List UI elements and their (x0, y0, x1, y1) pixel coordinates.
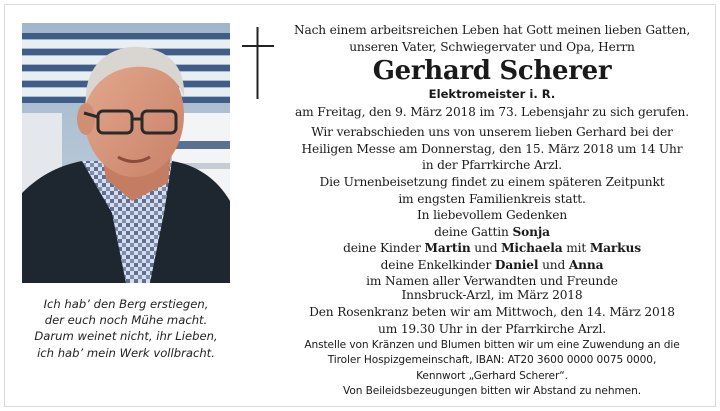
partner-name: Markus (589, 241, 641, 256)
wife-name: Sonja (512, 224, 550, 239)
poem-line: Ich hab’ den Berg erstiegen, (43, 297, 209, 311)
mourner-children: deine Kinder Martin und Michaela mit Markus (343, 241, 641, 256)
rosary-info (268, 304, 716, 337)
intro-line: Nach einem arbeitsreichen Leben hat Gott meinen lieben Gatten, (293, 23, 691, 37)
donation-line: Kennwort „Gerhard Scherer“. (416, 369, 568, 382)
mourner-grandchildren: deine Enkelkinder Daniel und Anna (380, 257, 604, 272)
child-name: Martin (424, 241, 471, 256)
mourner-relatives: im Namen aller Verwandten und Freunde (366, 274, 618, 289)
deceased-title: Elektromeister i. R. (428, 87, 556, 101)
mass-line: in der Pfarrkirche Arzl. (421, 158, 563, 173)
mass-line: Wir verabschieden uns von unserem lieben Gerhard bei der (311, 125, 673, 139)
poem-line: der euch noch Mühe macht. (44, 313, 208, 328)
child-name: Michaela (501, 241, 563, 256)
place-date: Innsbruck-Arzl, im März 2018 (401, 288, 583, 302)
death-line: am Freitag, den 9. März 2018 im 73. Lebensjahr zu sich gerufen. (295, 105, 689, 119)
death-announcement (268, 104, 716, 121)
rosary-line: um 19.30 Uhr in der Pfarrkirche Arzl. (378, 321, 606, 336)
donation-line: Tiroler Hospizgemeinschaft, IBAN: AT20 3600 0000 0075 0000, (327, 354, 657, 367)
grandchild-name: Anna (568, 257, 604, 272)
donation-line: Anstelle von Kränzen und Blumen bitten wir um eine Zuwendung an die (304, 339, 680, 351)
mass-line: Heiligen Messe am Donnerstag, den 15. März 2018 um 14 Uhr (301, 141, 683, 156)
intro-text (268, 22, 716, 55)
intro-line: unseren Vater, Schwiegervater und Opa, Herrn (349, 39, 635, 54)
rosary-line: Den Rosenkranz beten wir am Mittwoch, den 14. März 2018 (309, 305, 675, 319)
donation-info (268, 338, 716, 384)
poem-line: Darum weinet nicht, ihr Lieben, (34, 329, 218, 344)
urn-line: im engsten Familienkreis statt. (398, 191, 586, 206)
mourners-list (268, 207, 716, 290)
urn-info (268, 174, 716, 207)
portrait-photo (22, 23, 230, 283)
memorial-poem (22, 296, 230, 361)
mass-info (268, 124, 716, 174)
urn-line: Die Urnenbeisetzung findet zu einem späteren Zeitpunkt (319, 175, 665, 189)
mourner-wife: deine Gattin Sonja (434, 224, 550, 239)
grandchild-name: Daniel (494, 257, 539, 272)
deceased-name: Gerhard Scherer (372, 56, 612, 86)
condolence-note: Von Beileidsbezeugungen bitten wir Abstand zu nehmen. (343, 385, 641, 397)
poem-line: ich hab’ mein Werk vollbracht. (37, 345, 215, 360)
mourners-intro: In liebevollem Gedenken (416, 208, 568, 222)
